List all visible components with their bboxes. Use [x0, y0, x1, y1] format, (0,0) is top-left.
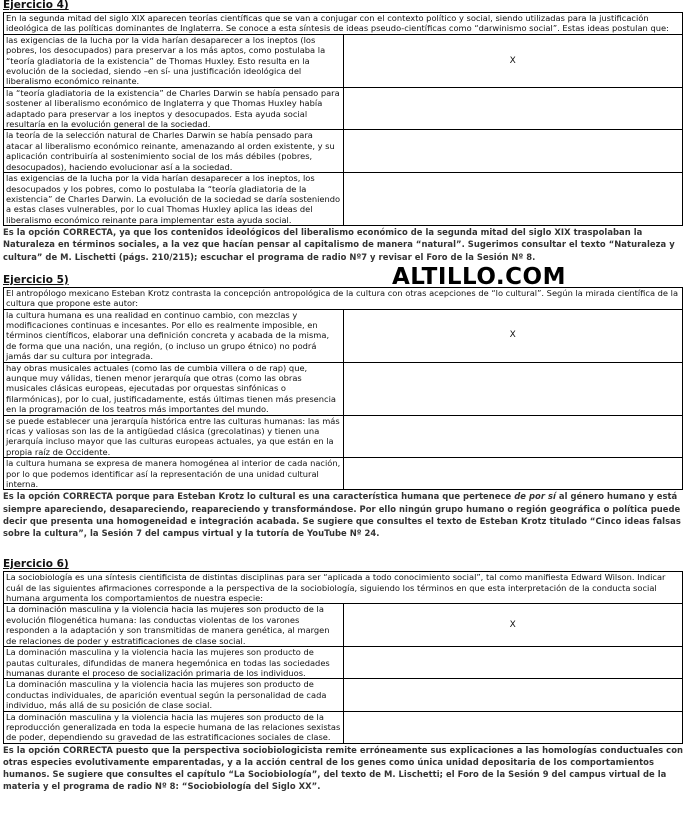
exercise-5-option-3: [4, 415, 683, 458]
exercise-5-option-3-text: se puede establecer una jerarquía histórica entre las culturas humanas: las más ricas y valiosas son las de la antigüedad clásica (grecolatinas) y tienen una jerarquía incluso mayor que las culturas europeas actuales, ya que están en la propia raíz de Occidente.: [4, 415, 344, 458]
exercise-5-option-1: [4, 309, 683, 362]
exercise-4-option-1-mark: X: [343, 34, 683, 87]
exercise-5-option-4-mark: [343, 458, 683, 490]
document-page: [3, 0, 696, 793]
exercise-4-option-1-text: las exigencias de la lucha por la vida harían desaparecer a los ineptos (los pobres, los desocupados) para preservar a los más aptos, como postulaba la “teoría gladiatoria de la existencia” de Thomas Huxley. Esto resulta en la evolución de la sociedad, siendo –en sí- una justificación ideológica del liberalismo económico reinante.: [4, 34, 344, 87]
exercise-4-option-2-text: la “teoría gladiatoria de la existencia” de Charles Darwin se había pensado para sostener al liberalismo económico de Inglaterra y que Thomas Huxley había adaptado para preservar a los ineptos y desocupados. Esta ayuda social resultaría en la evolución general de la sociedad.: [4, 87, 344, 130]
exercise-6-option-3-text: La dominación masculina y la violencia hacia las mujeres son producto de conductas individuales, de aparición eventual según la personalidad de cada individuo, más allá de su posición de clase social.: [4, 679, 344, 711]
exercise-4-option-2-mark: [343, 87, 683, 130]
exercise-6-option-2-text: La dominación masculina y la violencia hacia las mujeres son producto de pautas culturales, difundidas de manera hegemónica en todas las sociedades humanas durante el proceso de socialización primaria de los individuos.: [4, 647, 344, 679]
exercise-5-table: [3, 287, 683, 491]
exercise-4-stem-row: [4, 13, 683, 35]
exercise-4-option-3: [4, 130, 683, 173]
altillo-logo: ALTILLO.COM: [392, 264, 566, 290]
exercise-5-option-2-text: hay obras musicales actuales (como las de cumbia villera o de rap) que, aunque muy válidas, tienen menor jerarquía que otras (como las obras musicales clásicas europeas, ejecutadas por orquestas sinfónicas o filarmónicas), por lo cual, justificadamente, estás últimas tienen más presencia en la programación de los teatros más importantes del mundo.: [4, 362, 344, 415]
exercise-4-answer: Es la opción CORRECTA, ya que los contenidos ideológicos del liberalismo económico de la segunda mitad del siglo XIX traspolaban la Naturaleza en términos sociales, a la vez que hacían pensar al capitalismo de manera “natural”. Sugerimos consultar el texto “Naturaleza y cultura” de M. Lischetti (págs. 210/215); escuchar el programa de radio Nº7 y revisar el Foro de la Sesión Nº 8.: [3, 227, 675, 262]
exercise-6-option-4-text: La dominación masculina y la violencia hacia las mujeres son producto de la reproducción generalizada en toda la especie humana de las relaciones sexistas de poder, dependiendo su gravedad de las estratificaciones sociales de clase.: [4, 711, 344, 743]
exercise-5-option-1-mark: X: [343, 309, 683, 362]
exercise-5-answer-post: al género humano y está siempre apareciendo, desapareciendo, reapareciendo y transformándose. Por ello ningún grupo humano o región geográfica o política puede decir que presenta una homogeneidad e integración acabada. Se sugiere que consultes el texto de Esteban Krotz titulado “Cinco ideas falsas sobre la cultura”, la Sesión 7 del campus virtual y la tutoría de YouTube Nº 24.: [3, 491, 681, 539]
exercise-6-stem-row: [4, 572, 683, 604]
exercise-6-option-2: [4, 647, 683, 679]
exercise-6-option-2-mark: [343, 647, 683, 679]
exercise-5-option-1-text: la cultura humana es una realidad en continuo cambio, con mezclas y modificaciones continuas e incesantes. Por ello es realmente imposible, en términos científicos, elaborar una definición concreta y acabada de la misma, de forma que una nación, una región, (o incluso un grupo étnico) no podrá jamás dar su cultura por integrada.: [4, 309, 344, 362]
exercise-4-option-3-text: la teoría de la selección natural de Charles Darwin se había pensado para atacar al liberalismo económico reinante, amenazando al orden existente, y su aplicación contribuiría al sostenimiento social de los más débiles (pobres, desocupados), haciendo evolucionar así a la sociedad.: [4, 130, 344, 173]
exercise-6-option-1-mark: X: [343, 604, 683, 647]
exercise-6-option-3-mark: [343, 679, 683, 711]
exercise-6-option-4: [4, 711, 683, 743]
exercise-6-stem: La sociobiología es una síntesis cientificista de distintas disciplinas para ser “aplicada a todo conocimiento social”, tal como manifiesta Edward Wilson. Indicar cuál de las siguientes afirmaciones corresponde a la perspectiva de la sociobiología, siguiendo los términos en que esta interpretación de la conducta social humana argumenta los comportamientos de nuestra especie:: [4, 572, 683, 604]
exercise-5-stem: El antropólogo mexicano Esteban Krotz contrasta la concepción antropológica de la cultura con otras acepciones de “lo cultural”. Según la mirada científica de la cultura que propone este autor:: [4, 287, 683, 309]
exercise-5-answer: [3, 490, 693, 539]
exercise-4-option-4: [4, 173, 683, 226]
exercise-6-option-3: [4, 679, 683, 711]
exercise-6-answer: Es la opción CORRECTA puesto que la perspectiva sociobiologicista remite erróneamente sus explicaciones a las homologías conductuales con otras especies evolutivamente emparentadas, y a la acción central de los genes como única unidad depositaria de los comportamientos humanos. Se sugiere que consultes el capítulo “La Sociobiología”, del texto de M. Lischetti; el Foro de la Sesión 9 del campus virtual de la materia y el programa de radio Nº 8: “Sociobiología del Siglo XX”.: [3, 744, 684, 792]
exercise-6-title: Ejercicio 6): [3, 558, 69, 571]
exercise-6-option-1-text: La dominación masculina y la violencia hacia las mujeres son producto de la evolución filogenética humana: las conductas violentas de los varones responden a la adaptación y son transmitidas de manera genética, al margen de relaciones de poder y estratificaciones de clase social.: [4, 604, 344, 647]
exercise-4-title: Ejercicio 4): [3, 0, 69, 11]
exercise-6-table: [3, 571, 683, 744]
exercise-4-table: [3, 12, 683, 226]
exercise-4-option-4-mark: [343, 173, 683, 226]
exercise-5-answer-pre: Es la opción CORRECTA porque para Esteban Krotz lo cultural es una característica humana que pertenece: [3, 491, 515, 502]
exercise-5-option-3-mark: [343, 415, 683, 458]
exercise-5-option-4-text: la cultura humana se expresa de manera homogénea al interior de cada nación, por lo que podemos identificar así la representación de una unidad cultural interna.: [4, 458, 344, 490]
exercise-4-option-2: [4, 87, 683, 130]
exercise-4-stem: En la segunda mitad del siglo XIX aparecen teorías científicas que se van a conjugar con el contexto político y social, siendo utilizadas para la justificación ideológica de las políticas dominantes de Inglaterra. Se conoce a esta síntesis de ideas pseudo-científicas como “darwinismo social”. Estas ideas postulan que:: [4, 13, 683, 35]
exercise-5-title: Ejercicio 5): [3, 273, 69, 286]
exercise-5-answer-italic: de por sí: [514, 491, 556, 502]
exercise-5-option-4: [4, 458, 683, 490]
exercise-5-option-2: [4, 362, 683, 415]
exercise-6-option-1: [4, 604, 683, 647]
exercise-4-option-4-text: las exigencias de la lucha por la vida harían desaparecer a los ineptos, los desocupados y los pobres, como lo postulaba la “teoría gladiatoria de la existencia” de Charles Darwin. La evolución de la sociedad se daría sosteniendo a estas clases vulnerables, por lo cual Thomas Huxley aplica las ideas del liberalismo económico reinante para implementar esta ayuda social.: [4, 173, 344, 226]
exercise-6-option-4-mark: [343, 711, 683, 743]
exercise-4-option-1: [4, 34, 683, 87]
exercise-5-option-2-mark: [343, 362, 683, 415]
exercise-5-stem-row: [4, 287, 683, 309]
exercise-4-option-3-mark: [343, 130, 683, 173]
